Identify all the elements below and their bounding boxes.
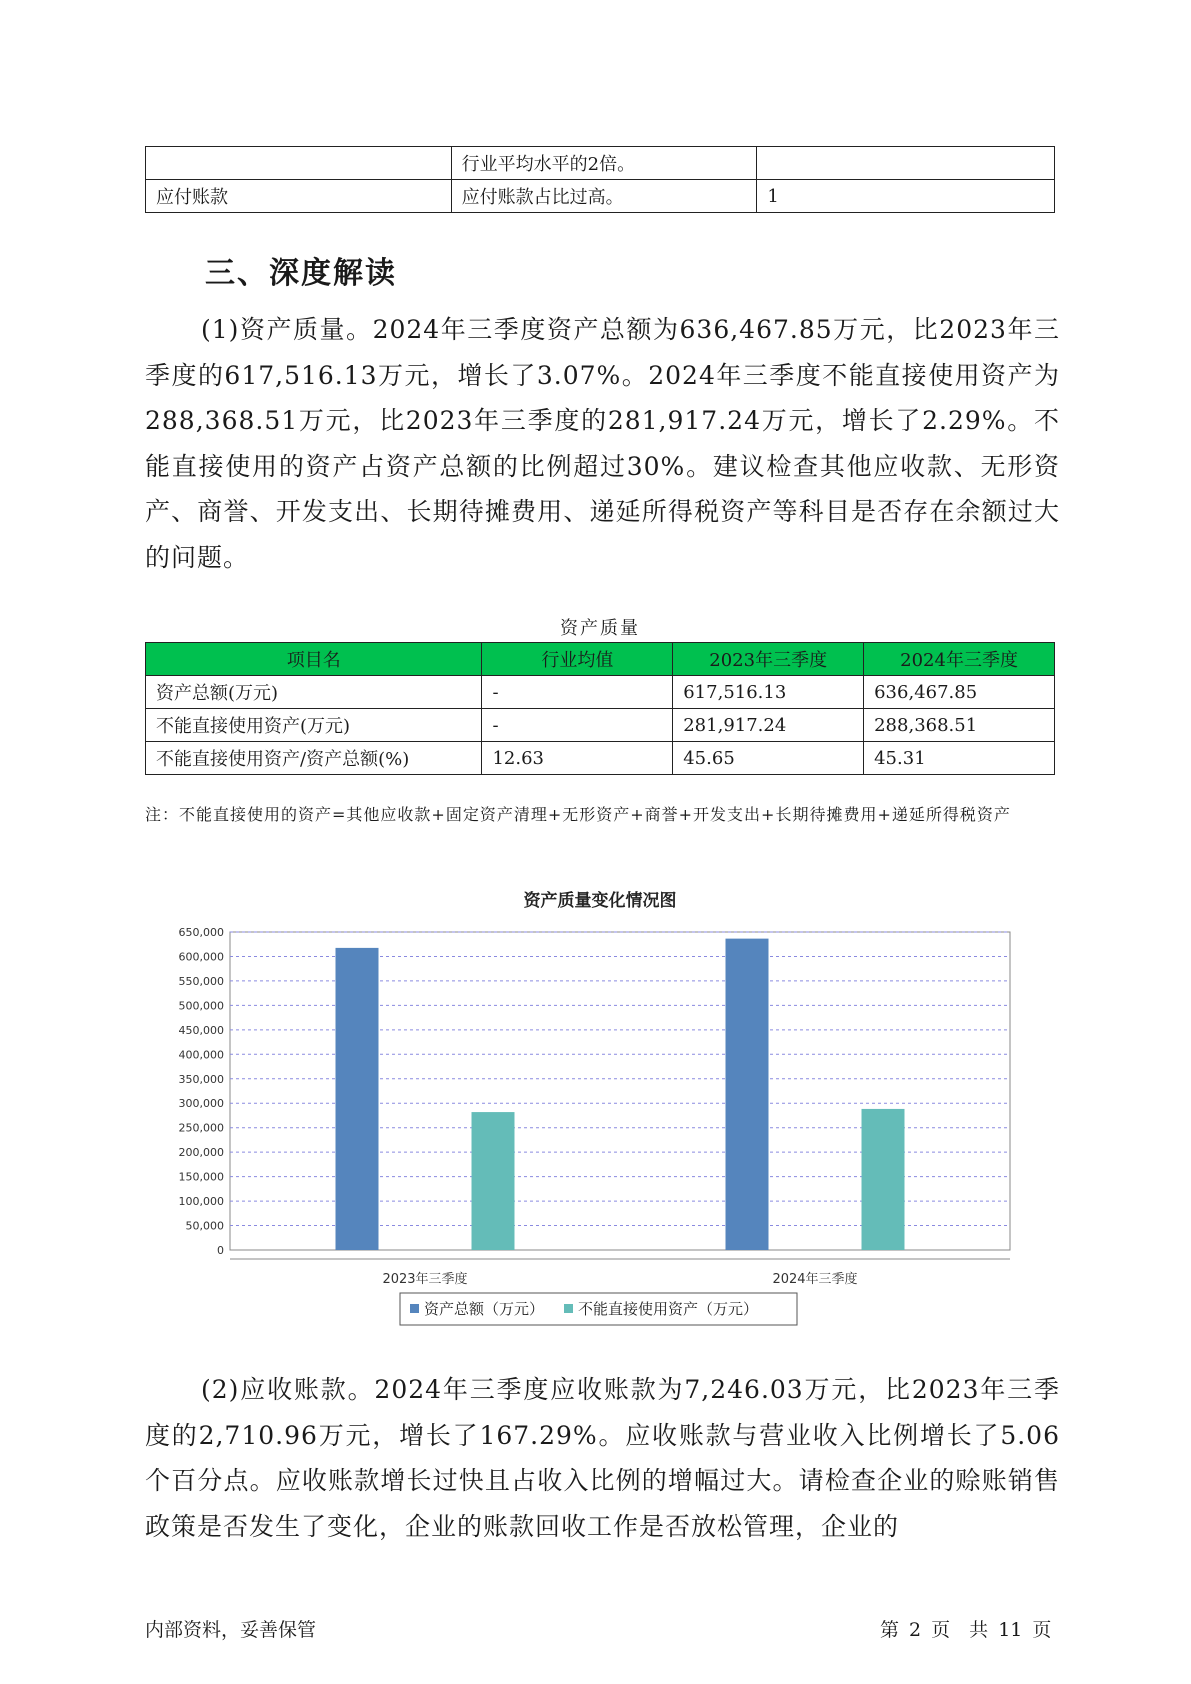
y-tick-label: 200,000 — [178, 1146, 224, 1160]
table-caption: 资产质量 — [560, 618, 640, 639]
table-cell: 不能直接使用资产/资产总额(%) — [146, 742, 482, 775]
y-tick-label: 650,000 — [178, 926, 224, 939]
y-tick-label: 550,000 — [178, 974, 224, 988]
footer-page-number: 第 2 页 共 11 页 — [880, 1619, 1052, 1641]
table-cell: 行业平均水平的2倍。 — [451, 147, 757, 180]
table-cell — [146, 147, 452, 180]
table-cell: 12.63 — [482, 742, 673, 775]
table-cell: - — [482, 709, 673, 742]
bar-total-assets — [336, 948, 379, 1250]
y-tick-label: 150,000 — [178, 1170, 224, 1184]
table-cell: 281,917.24 — [673, 709, 864, 742]
y-tick-label: 100,000 — [178, 1195, 224, 1209]
footer-confidential: 内部资料，妥善保管 — [145, 1619, 317, 1641]
y-tick-label: 400,000 — [178, 1048, 224, 1062]
table-cell: 45.31 — [864, 742, 1055, 775]
table-row — [146, 742, 1055, 775]
y-tick-label: 500,000 — [178, 999, 224, 1013]
table-cell: 应付账款 — [146, 180, 452, 213]
section-heading: 三、深度解读 — [205, 256, 397, 291]
table-cell: 45.65 — [673, 742, 864, 775]
column-header: 2024年三季度 — [864, 643, 1055, 676]
chart-svg — [145, 880, 1055, 1335]
table-cell: 288,368.51 — [864, 709, 1055, 742]
y-tick-label: 250,000 — [178, 1121, 224, 1135]
legend-label: 不能直接使用资产（万元） — [578, 1300, 759, 1318]
y-tick-label: 300,000 — [178, 1097, 224, 1111]
bar-unusable-assets — [472, 1112, 515, 1250]
y-tick-label: 450,000 — [178, 1023, 224, 1037]
table-row — [146, 147, 1055, 180]
column-header: 项目名 — [146, 643, 482, 676]
table-cell: 资产总额(万元) — [146, 676, 482, 709]
y-tick-label: 600,000 — [178, 950, 224, 964]
y-tick-label: 50,000 — [185, 1219, 224, 1233]
bar-total-assets — [726, 939, 769, 1250]
table-row — [146, 676, 1055, 709]
asset-quality-chart — [145, 880, 1055, 1335]
table-header-row — [146, 643, 1055, 676]
table-cell: - — [482, 676, 673, 709]
table-cell: 应付账款占比过高。 — [451, 180, 757, 213]
table-cell — [757, 147, 1055, 180]
table-cell: 636,467.85 — [864, 676, 1055, 709]
table-cell: 617,516.13 — [673, 676, 864, 709]
table-row — [146, 709, 1055, 742]
legend-label: 资产总额（万元） — [424, 1300, 545, 1318]
chart-title: 资产质量变化情况图 — [523, 891, 677, 911]
table-row — [146, 180, 1055, 213]
y-tick-label: 0 — [217, 1244, 224, 1257]
paragraph-receivables: (2)应收账款。2024年三季度应收账款为7,246.03万元，比2023年三季度的2,710.96万元，增长了167.29%。应收账款与营业收入比例增长了5.06个百分点。应收账款增长过快且占收入比例的增幅过大。请检查企业的赊账销售政策是否发生了变化，企业的账款回收工作是否放松管理，企业的 — [145, 1375, 1060, 1541]
carry-over-table — [145, 146, 1055, 213]
x-tick-label: 2023年三季度 — [382, 1272, 468, 1287]
y-tick-label: 350,000 — [178, 1072, 224, 1086]
asset-quality-table — [145, 642, 1055, 775]
column-header: 2023年三季度 — [673, 643, 864, 676]
paragraph-asset-quality: (1)资产质量。2024年三季度资产总额为636,467.85万元，比2023年三季度的617,516.13万元，增长了3.07%。2024年三季度不能直接使用资产为288,368.51万元，比2023年三季度的281,917.24万元，增长了2.29%。不能直接使用的资产占资产总额的比例超过30%。建议检查其他应收款、无形资产、商誉、开发支出、长期待摊费用、递延所得税资产等科目是否存在余额过大的问题。 — [145, 315, 1060, 572]
x-tick-label: 2024年三季度 — [772, 1272, 858, 1287]
legend-swatch — [410, 1304, 419, 1313]
table-cell: 1 — [757, 180, 1055, 213]
bar-unusable-assets — [862, 1109, 905, 1250]
table-cell: 不能直接使用资产(万元) — [146, 709, 482, 742]
legend-swatch — [564, 1304, 573, 1313]
table-note: 注：不能直接使用的资产=其他应收款+固定资产清理+无形资产+商誉+开发支出+长期待摊费用+递延所得税资产 — [145, 805, 1011, 824]
column-header: 行业均值 — [482, 643, 673, 676]
